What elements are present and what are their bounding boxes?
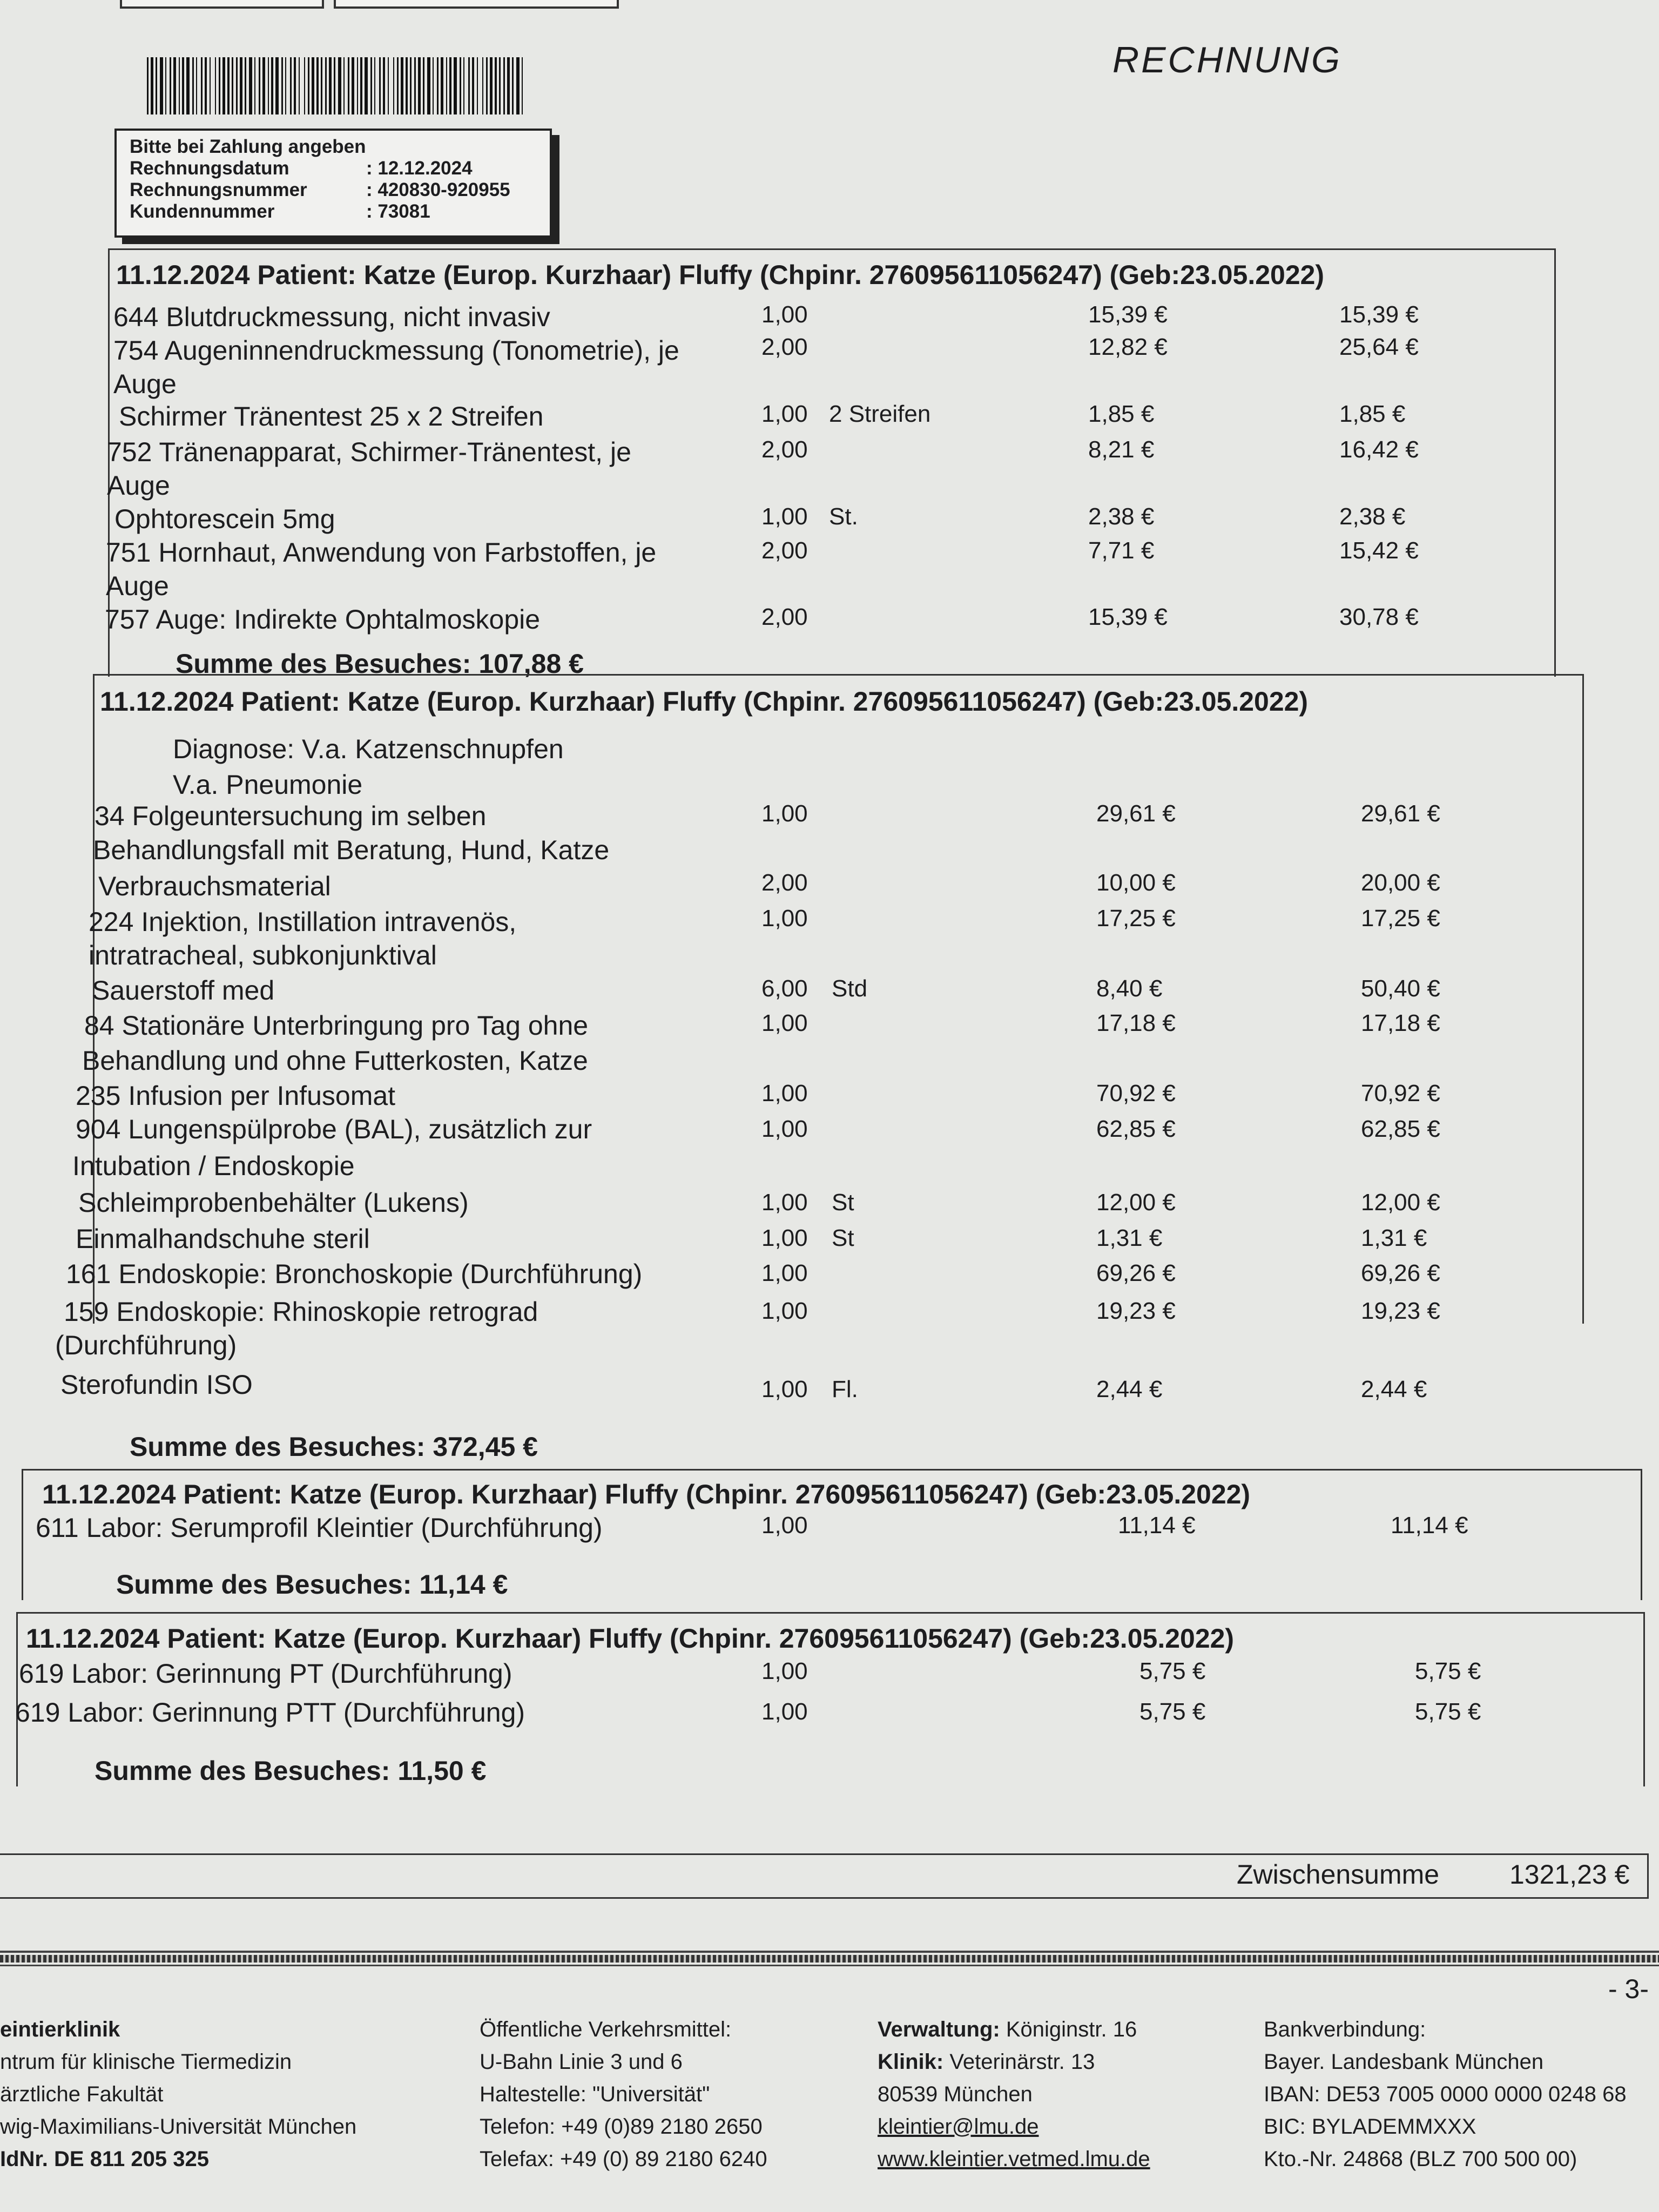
subtotal-label: Zwischensumme <box>1237 1859 1440 1890</box>
line-item-text: 754 Augeninnendruckmessung (Tonometrie), je <box>113 335 679 366</box>
barcode-bar <box>275 57 279 114</box>
clinic-line: ntrum für klinische Tiermedizin <box>0 2050 292 2074</box>
invoice-number-value: : 420830-920955 <box>366 179 510 200</box>
line-item-quantity: 1,00 <box>761 1189 808 1216</box>
line-item-unit-price: 17,25 € <box>1096 905 1176 932</box>
line-item-quantity: 2,00 <box>761 604 808 630</box>
barcode-bar <box>210 57 211 114</box>
line-item-text: Auge <box>107 470 170 501</box>
line-item-total: 1,31 € <box>1361 1225 1427 1251</box>
barcode-bar <box>486 57 488 114</box>
line-item-text: 644 Blutdruckmessung, nicht invasiv <box>113 302 550 332</box>
footer-rule-hatched <box>0 1955 1659 1963</box>
clinic-line: wig-Maximilians-Universität München <box>0 2115 357 2139</box>
barcode-bar <box>446 57 447 114</box>
line-item-total: 15,42 € <box>1339 537 1419 564</box>
barcode-bar <box>472 57 474 114</box>
barcode-bar <box>423 57 424 114</box>
line-item-total: 12,00 € <box>1361 1189 1440 1216</box>
barcode-bar <box>254 57 255 114</box>
line-item-unit-price: 15,39 € <box>1088 301 1168 328</box>
barcode-bar <box>507 57 510 114</box>
line-item-total: 16,42 € <box>1339 436 1419 463</box>
line-item-text: Einmalhandschuhe steril <box>76 1224 370 1254</box>
barcode-bar <box>312 57 314 114</box>
barcode-bar <box>433 57 434 114</box>
footer-address <box>878 2013 1150 2175</box>
line-item-text: Ophtorescein 5mg <box>114 504 335 534</box>
barcode-bar <box>437 57 439 114</box>
barcode-bar <box>365 57 368 114</box>
line-item-unit: St. <box>829 503 858 530</box>
footer-clinic <box>0 2013 356 2175</box>
visit-heading: 11.12.2024 Patient: Katze (Europ. Kurzhaar) Fluffy (Chpinr. 276095611056247) (Geb:23.05.2022) <box>116 260 1325 290</box>
line-item-text: Behandlung und ohne Futterkosten, Katze <box>82 1046 588 1076</box>
bic: BIC: BYLADEMMXXX <box>1264 2115 1476 2139</box>
line-item-quantity: 1,00 <box>761 1010 808 1036</box>
line-item-total: 5,75 € <box>1415 1658 1481 1684</box>
footer-rule-top <box>0 1951 1659 1953</box>
barcode-bar <box>147 57 149 114</box>
line-item-unit-price: 1,85 € <box>1088 401 1155 427</box>
line-item-total: 17,25 € <box>1361 905 1440 932</box>
line-item-quantity: 1,00 <box>761 401 808 427</box>
line-item-unit-price: 62,85 € <box>1096 1116 1176 1142</box>
line-item-quantity: 1,00 <box>761 301 808 328</box>
line-item-unit-price: 1,31 € <box>1096 1225 1163 1251</box>
line-item-quantity: 2,00 <box>761 334 808 360</box>
barcode-bar <box>401 57 403 114</box>
line-item-quantity: 1,00 <box>761 800 808 827</box>
line-item-total: 5,75 € <box>1415 1698 1481 1725</box>
barcode-bar <box>316 57 319 114</box>
line-item-quantity: 1,00 <box>761 905 808 932</box>
barcode-bar <box>460 57 461 114</box>
line-item-unit-price: 2,38 € <box>1088 503 1155 530</box>
barcode-bar <box>249 57 252 114</box>
line-item-total: 11,14 € <box>1391 1512 1468 1539</box>
barcode-bar <box>156 57 157 114</box>
subtotal-value: 1321,23 € <box>1509 1859 1630 1890</box>
line-item-text: 757 Auge: Indirekte Ophtalmoskopie <box>105 604 541 635</box>
barcode-bar <box>397 57 399 114</box>
barcode-bar <box>503 57 505 114</box>
barcode-bar <box>477 57 478 114</box>
line-item-text: 751 Hornhaut, Anwendung von Farbstoffen, je <box>106 537 657 568</box>
barcode-bar <box>299 57 300 114</box>
line-item-text: 84 Stationäre Unterbringung pro Tag ohne <box>84 1010 589 1041</box>
barcode-bar <box>516 57 520 114</box>
line-item-quantity: 1,00 <box>761 1298 808 1324</box>
line-item-unit-price: 5,75 € <box>1139 1698 1206 1725</box>
line-item-total: 1,85 € <box>1339 401 1406 427</box>
vat-id: IdNr. DE 811 205 325 <box>0 2147 209 2171</box>
barcode-bar <box>338 57 341 114</box>
barcode-bar <box>490 57 493 114</box>
barcode-bar <box>374 57 375 114</box>
line-item-quantity: 1,00 <box>761 1260 808 1286</box>
barcode-bar <box>393 57 394 114</box>
line-item-unit-price: 17,18 € <box>1096 1010 1176 1036</box>
barcode-bar <box>388 57 389 114</box>
barcode-icon <box>147 57 525 114</box>
barcode-bar <box>441 57 443 114</box>
admin-address: Königinstr. 16 <box>1006 2018 1137 2041</box>
barcode-bar <box>321 57 322 114</box>
barcode-bar <box>165 57 166 114</box>
barcode-bar <box>219 57 220 114</box>
footer-transport <box>480 2013 767 2175</box>
diagnosis-line: V.a. Pneumonie <box>173 770 363 800</box>
barcode-bar <box>179 57 180 114</box>
line-item-text: 752 Tränenapparat, Schirmer-Tränentest, je <box>107 437 631 467</box>
visit-heading: 11.12.2024 Patient: Katze (Europ. Kurzhaar) Fluffy (Chpinr. 276095611056247) (Geb:23.05.2022) <box>42 1479 1251 1509</box>
barcode-bar <box>170 57 171 114</box>
barcode-bar <box>329 57 332 114</box>
line-item-text: Schleimprobenbehälter (Lukens) <box>78 1188 469 1218</box>
line-item-unit: St <box>832 1225 854 1251</box>
barcode-bar <box>406 57 408 114</box>
barcode-bar <box>240 57 242 114</box>
line-item-quantity: 1,00 <box>761 1116 808 1142</box>
line-item-text: 224 Injektion, Instillation intravenös, <box>89 907 517 937</box>
line-item-unit-price: 12,82 € <box>1088 334 1168 360</box>
line-item-text: 161 Endoskopie: Bronchoskopie (Durchführung) <box>66 1259 643 1289</box>
line-item-quantity: 1,00 <box>761 1658 808 1684</box>
footer-rule-bottom <box>0 1965 1659 1966</box>
line-item-quantity: 2,00 <box>761 537 808 564</box>
website-link[interactable]: www.kleintier.vetmed.lmu.de <box>878 2147 1150 2171</box>
barcode-bar <box>383 57 385 114</box>
phone-number: Telefon: +49 (0)89 2180 2650 <box>480 2115 763 2139</box>
clinic-name: eintierklinik <box>0 2018 120 2041</box>
line-item-total: 30,78 € <box>1339 604 1419 630</box>
line-item-quantity: 2,00 <box>761 869 808 896</box>
transport-stop: Haltestelle: "Universität" <box>480 2082 710 2106</box>
line-item-total: 69,26 € <box>1361 1260 1440 1286</box>
top-edge-box-left <box>120 0 324 9</box>
barcode-bar <box>325 57 327 114</box>
barcode-bar <box>348 57 349 114</box>
line-item-total: 29,61 € <box>1361 800 1440 827</box>
barcode-bar <box>334 57 335 114</box>
barcode-bar <box>454 57 457 114</box>
line-item-unit-price: 8,21 € <box>1088 436 1155 463</box>
customer-number-label: Kundennummer <box>130 201 275 222</box>
visit-heading: 11.12.2024 Patient: Katze (Europ. Kurzhaar) Fluffy (Chpinr. 276095611056247) (Geb:23.05.2022) <box>100 686 1309 717</box>
barcode-bar <box>222 57 225 114</box>
line-item-text: Auge <box>106 571 169 601</box>
barcode-bar <box>186 57 190 114</box>
page-number: - 3- <box>1608 1974 1649 2004</box>
city: 80539 München <box>878 2082 1033 2106</box>
barcode-bar <box>182 57 184 114</box>
line-item-text: Sauerstoff med <box>92 975 275 1006</box>
invoice-date-label: Rechnungsdatum <box>130 158 289 179</box>
barcode-bar <box>370 57 372 114</box>
barcode-bar <box>449 57 451 114</box>
barcode-bar <box>285 57 286 114</box>
line-item-text: Intubation / Endoskopie <box>72 1151 355 1181</box>
line-item-unit-price: 2,44 € <box>1096 1376 1163 1402</box>
barcode-bar <box>160 57 163 114</box>
line-item-text: 34 Folgeuntersuchung im selben <box>95 801 487 831</box>
line-item-unit-price: 11,14 € <box>1118 1512 1196 1539</box>
customer-number-value: : 73081 <box>366 201 430 222</box>
barcode-bar <box>173 57 176 114</box>
footer-bank <box>1264 2013 1627 2175</box>
line-item-text: 611 Labor: Serumprofil Kleintier (Durchführung) <box>36 1513 603 1543</box>
transport-heading: Öffentliche Verkehrsmittel: <box>480 2018 732 2041</box>
line-item-text: Schirmer Tränentest 25 x 2 Streifen <box>119 401 544 431</box>
line-item-unit-price: 5,75 € <box>1139 1658 1206 1684</box>
barcode-bar <box>151 57 153 114</box>
document-title: RECHNUNG <box>1112 39 1342 80</box>
line-item-text: 619 Labor: Gerinnung PTT (Durchführung) <box>15 1697 525 1728</box>
barcode-bar <box>427 57 430 114</box>
barcode-bar <box>418 57 421 114</box>
visit-sum: Summe des Besuches: 11,14 € <box>116 1569 508 1600</box>
line-item-unit-price: 12,00 € <box>1096 1189 1176 1216</box>
bank-heading: Bankverbindung: <box>1264 2018 1426 2041</box>
email-link[interactable]: kleintier@lmu.de <box>878 2115 1039 2139</box>
line-item-quantity: 1,00 <box>761 1512 808 1539</box>
clinic-address-label: Klinik: <box>878 2050 944 2074</box>
line-item-total: 19,23 € <box>1361 1298 1440 1324</box>
barcode-bar <box>410 57 412 114</box>
invoice-date-value: : 12.12.2024 <box>366 158 473 179</box>
line-item-text: 904 Lungenspülprobe (BAL), zusätzlich zur <box>76 1114 592 1144</box>
barcode-bar <box>352 57 354 114</box>
line-item-unit-price: 8,40 € <box>1096 975 1163 1002</box>
visit-sum: Summe des Besuches: 107,88 € <box>176 649 584 679</box>
line-item-text: 235 Infusion per Infusomat <box>76 1081 396 1111</box>
visit-sum: Summe des Besuches: 11,50 € <box>95 1756 487 1786</box>
line-item-text: intratracheal, subkonjunktival <box>89 940 437 970</box>
line-item-total: 2,38 € <box>1339 503 1406 530</box>
line-item-quantity: 1,00 <box>761 503 808 530</box>
line-item-total: 20,00 € <box>1361 869 1440 896</box>
diagnosis-line: Diagnose: V.a. Katzenschnupfen <box>173 734 564 764</box>
line-item-quantity: 2,00 <box>761 436 808 463</box>
barcode-bar <box>463 57 464 114</box>
barcode-bar <box>227 57 230 114</box>
line-item-unit: Std <box>832 975 868 1002</box>
barcode-bar <box>192 57 194 114</box>
line-item-text: 619 Labor: Gerinnung PT (Durchführung) <box>19 1658 512 1689</box>
clinic-address: Veterinärstr. 13 <box>949 2050 1095 2074</box>
line-item-unit: 2 Streifen <box>829 401 931 427</box>
barcode-bar <box>196 57 197 114</box>
account-number: Kto.-Nr. 24868 (BLZ 700 500 00) <box>1264 2147 1577 2171</box>
line-item-text: Auge <box>113 369 177 399</box>
barcode-bar <box>522 57 523 114</box>
barcode-bar <box>262 57 265 114</box>
line-item-quantity: 6,00 <box>761 975 808 1002</box>
line-item-unit-price: 70,92 € <box>1096 1080 1176 1107</box>
barcode-bar <box>236 57 238 114</box>
line-item-total: 2,44 € <box>1361 1376 1427 1402</box>
line-item-text: 159 Endoskopie: Rhinoskopie retrograd <box>64 1297 538 1327</box>
line-item-unit-price: 10,00 € <box>1096 869 1176 896</box>
barcode-bar <box>268 57 269 114</box>
barcode-bar <box>232 57 233 114</box>
line-item-total: 62,85 € <box>1361 1116 1440 1142</box>
barcode-bar <box>379 57 381 114</box>
line-item-text: Sterofundin ISO <box>60 1370 253 1400</box>
payment-reference-box <box>114 129 552 238</box>
barcode-bar <box>495 57 497 114</box>
barcode-bar <box>215 57 216 114</box>
line-item-quantity: 1,00 <box>761 1698 808 1725</box>
barcode-bar <box>360 57 362 114</box>
fax-number: Telefax: +49 (0) 89 2180 6240 <box>480 2147 767 2171</box>
line-item-total: 50,40 € <box>1361 975 1440 1002</box>
invoice-number-label: Rechnungsnummer <box>130 179 307 200</box>
line-item-text: Behandlungsfall mit Beratung, Hund, Katze <box>93 835 610 865</box>
barcode-bar <box>308 57 309 114</box>
barcode-bar <box>205 57 207 114</box>
line-item-total: 15,39 € <box>1339 301 1419 328</box>
barcode-bar <box>304 57 305 114</box>
barcode-bar <box>499 57 501 114</box>
clinic-line: ärztliche Fakultät <box>0 2082 164 2106</box>
barcode-bar <box>259 57 260 114</box>
line-item-quantity: 1,00 <box>761 1080 808 1107</box>
line-item-unit: St <box>832 1189 854 1216</box>
line-item-unit-price: 29,61 € <box>1096 800 1176 827</box>
barcode-bar <box>343 57 345 114</box>
barcode-bar <box>271 57 273 114</box>
visit-sum: Summe des Besuches: 372,45 € <box>130 1432 538 1462</box>
admin-label: Verwaltung: <box>878 2018 1000 2041</box>
barcode-bar <box>201 57 203 114</box>
barcode-bar <box>468 57 470 114</box>
line-item-text: Verbrauchsmaterial <box>98 871 331 901</box>
line-item-unit-price: 7,71 € <box>1088 537 1155 564</box>
barcode-bar <box>512 57 514 114</box>
iban: IBAN: DE53 7005 0000 0000 0248 68 <box>1264 2082 1627 2106</box>
bank-name: Bayer. Landesbank München <box>1264 2050 1544 2074</box>
barcode-bar <box>482 57 483 114</box>
barcode-bar <box>281 57 283 114</box>
line-item-quantity: 1,00 <box>761 1225 808 1251</box>
line-item-total: 25,64 € <box>1339 334 1419 360</box>
line-item-text: (Durchführung) <box>55 1330 237 1360</box>
line-item-unit-price: 69,26 € <box>1096 1260 1176 1286</box>
top-edge-box-right <box>334 0 619 9</box>
transport-line: U-Bahn Linie 3 und 6 <box>480 2050 683 2074</box>
barcode-bar <box>294 57 296 114</box>
visit-heading: 11.12.2024 Patient: Katze (Europ. Kurzhaar) Fluffy (Chpinr. 276095611056247) (Geb:23.05.2022) <box>26 1623 1235 1654</box>
line-item-unit-price: 15,39 € <box>1088 604 1168 630</box>
line-item-unit: Fl. <box>832 1376 858 1402</box>
payment-box-heading: Bitte bei Zahlung angeben <box>130 136 366 157</box>
barcode-bar <box>290 57 292 114</box>
barcode-bar <box>414 57 416 114</box>
line-item-total: 70,92 € <box>1361 1080 1440 1107</box>
barcode-bar <box>245 57 246 114</box>
line-item-total: 17,18 € <box>1361 1010 1440 1036</box>
barcode-bar <box>357 57 358 114</box>
line-item-unit-price: 19,23 € <box>1096 1298 1176 1324</box>
line-item-quantity: 1,00 <box>761 1376 808 1402</box>
